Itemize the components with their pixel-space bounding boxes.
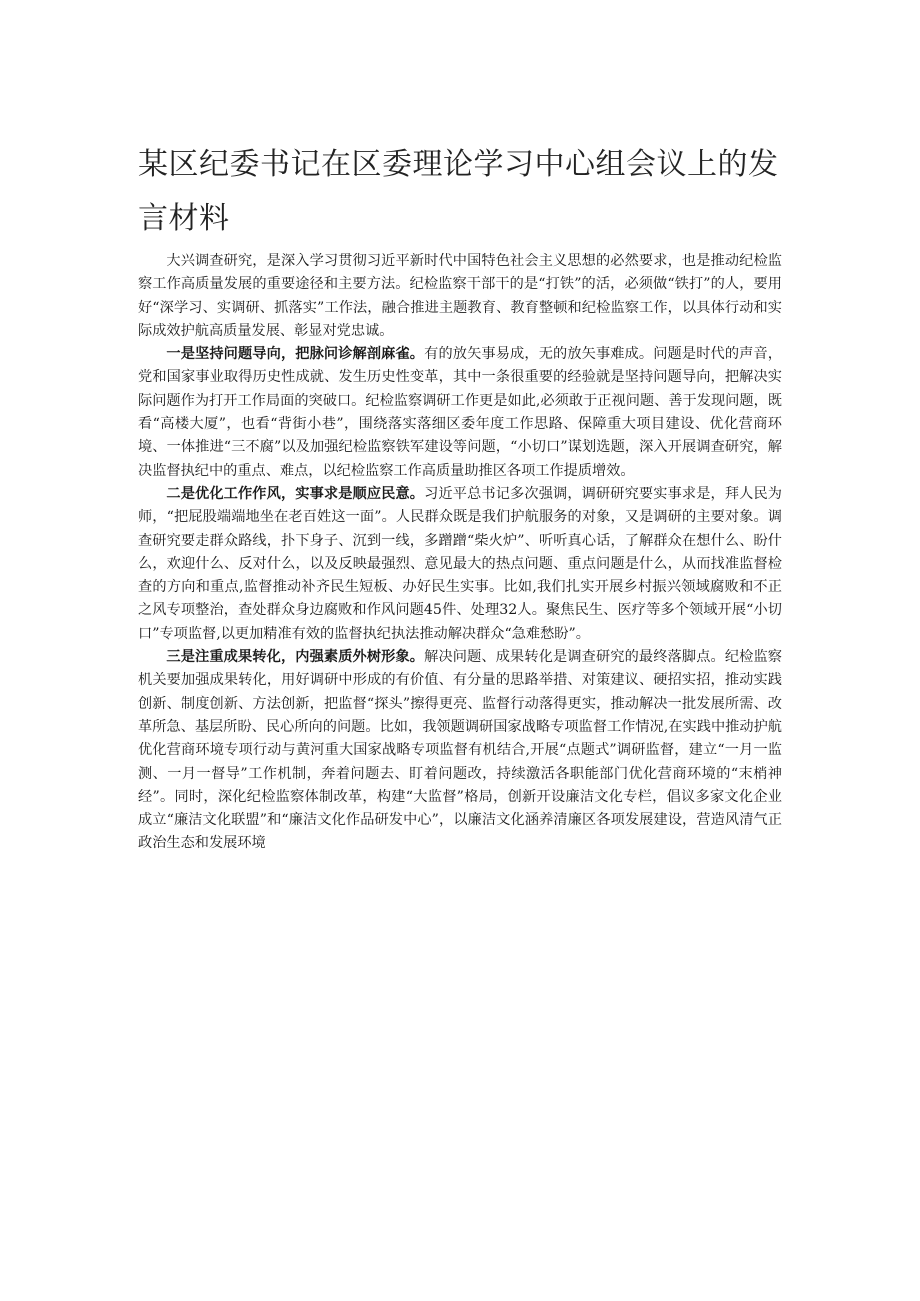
document-title: 某区纪委书记在区委理论学习中心组会议上的发言材料 <box>138 147 779 236</box>
paragraph-lead: 三是注重成果转化，内强素质外树形象。 <box>166 649 425 666</box>
paragraph-text: 解决问题、成果转化是调查研究的最终落脚点。纪检监察机关要加强成果转化，用好调研中形成的有价值、有分量的思路举措、对策建议、硬招实招，推动实践创新、制度创新、方法创新，把监督“探头”擦得更亮、监督行动落得更实，推动解决一批发展所需、改革所急、基层所盼、民心所向的问题。比如，我领题调研国家战略专项监督工作情况,在实践中推动护航优化营商环境专项行动与黄河重大国家战略专项监督有机结合,开展“点题式”调研监督，建立“一月一监测、一月一督导”工作机制，奔着问题去、盯着问题改，持续激活各职能部门优化营商环境的“末梢神经”。同时，深化纪检监察体制改革，构建“大监督”格局，创新开设廉洁文化专栏，倡议多家文化企业成立“廉洁文化联盟”和“廉洁文化作品研发中心”，以廉洁文化涵养清廉区各项发展建设，营造风清气正政治生态和发展环境 <box>138 649 782 852</box>
paragraph-lead: 一是坚持问题导向，把脉问诊解剖麻雀。 <box>166 346 425 363</box>
paragraph-text: 习近平总书记多次强调，调研研究要实事求是，拜人民为师，“把屁股端端地坐在老百姓这一面”。人民群众既是我们护航服务的对象，又是调研的主要对象。调查研究要走群众路线，扑下身子、沉到一线，多蹭蹭“柴火炉”、听听真心话，了解群众在想什么、盼什么，欢迎什么、反对什么，以及反映最强烈、意见最大的热点问题、重点问题是什么，从而找准监督检查的方向和重点,监督推动补齐民生短板、办好民生实事。比如,我们扎实开展乡村振兴领域腐败和不正之风专项整治，查处群众身边腐败和作风问题45件、处理32人。聚焦民生、医疗等多个领域开展“小切口”专项监督,以更加精准有效的监督执纪执法推动解决群众“急难愁盼”。 <box>138 485 782 642</box>
paragraph-intro <box>138 250 782 343</box>
paragraph-point-two <box>138 483 782 646</box>
paragraph-text: 大兴调查研究，是深入学习贯彻习近平新时代中国特色社会主义思想的必然要求，也是推动纪检监察工作高质量发展的重要途径和主要方法。纪检监察干部干的是“打铁”的活，必须做“铁打”的人，要用好“深学习、实调研、抓落实”工作法，融合推进主题教育、教育整顿和纪检监察工作，以具体行动和实际成效护航高质量发展、彰显对党忠诚。 <box>138 253 782 339</box>
document-page <box>138 138 782 856</box>
paragraph-lead: 二是优化工作作风，实事求是顺应民意。 <box>166 485 425 502</box>
paragraph-point-one <box>138 343 782 483</box>
paragraph-text: 有的放矢事易成，无的放矢事难成。问题是时代的声音，党和国家事业取得历史性成就、发生历史性变革，其中一条很重要的经验就是坚持问题导向，把解决实际问题作为打开工作局面的突破口。纪检监察调研工作更是如此,必须敢于正视问题、善于发现问题，既看“高楼大厦”，也看“背街小巷”，围绕落实落细区委年度工作思路、保障重大项目建设、优化营商环境、一体推进“三不腐”以及加强纪检监察铁军建设等问题，“小切口”谋划选题，深入开展调查研究，解决监督执纪中的重点、难点，以纪检监察工作高质量助推区各项工作提质增效。 <box>138 346 782 479</box>
paragraph-point-three <box>138 646 782 856</box>
